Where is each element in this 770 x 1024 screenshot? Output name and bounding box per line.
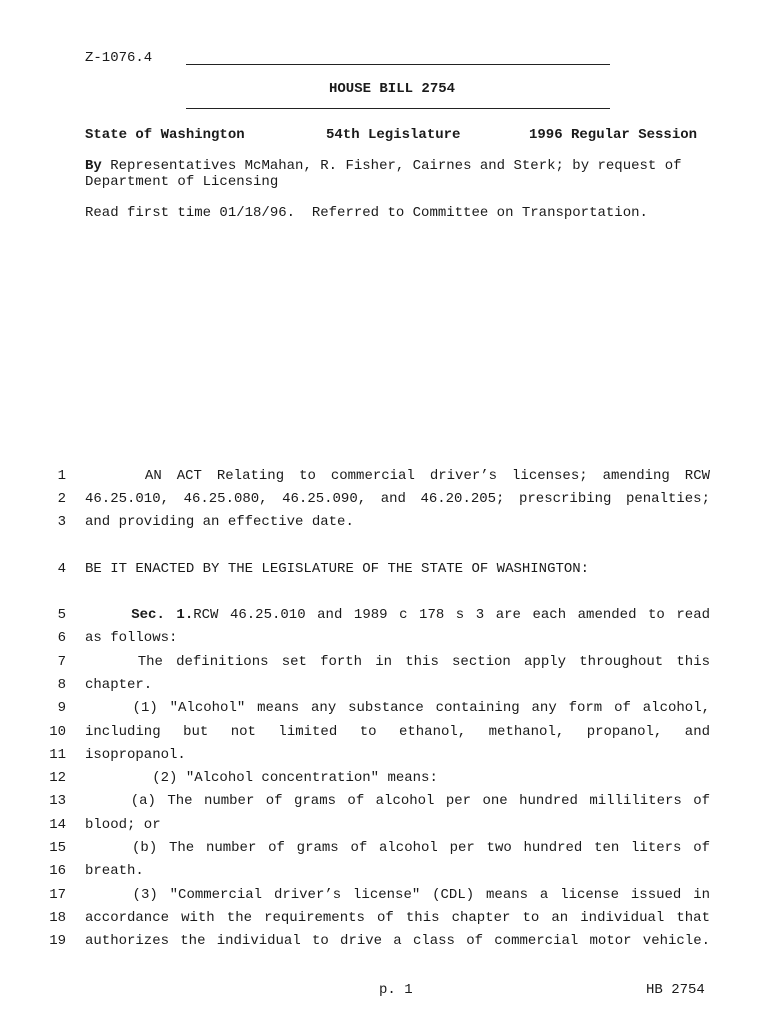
page-number: p. 1 [379,982,413,998]
line-number: 15 [49,840,66,856]
body-line: 46.25.010, 46.25.080, 46.25.090, and 46.20.205; prescribing penalties; [85,491,710,507]
body-line: breath. [85,863,144,879]
body-line: (1) "Alcohol" means any substance containing any form of alcohol, [132,700,710,716]
body-line: blood; or [85,817,161,833]
line-number: 2 [57,491,66,507]
line-number: 16 [49,863,66,879]
body-line: Sec. 1.RCW 46.25.010 and 1989 c 178 s 3 are each amended to read [131,607,710,623]
sponsors-line-2: Department of Licensing [85,174,279,190]
body-line: chapter. [85,677,153,693]
line-number: 14 [49,817,66,833]
line-number: 12 [49,770,66,786]
session-label: 1996 Regular Session [529,127,698,143]
body-line: (3) "Commercial driver’s license" (CDL) means a license issued in [132,887,710,903]
section-heading: Sec. 1. [131,607,194,623]
body-line: (a) The number of grams of alcohol per one hundred milliliters of [130,793,710,809]
line-number: 4 [57,561,66,577]
read-first-line: Read first time 01/18/96. Referred to Committee on Transportation. [85,205,648,221]
line-number: 8 [57,677,66,693]
line-number: 1 [57,468,66,484]
line-number: 9 [57,700,66,716]
title-rule [186,108,610,109]
sponsors-line-1 [85,158,682,174]
body-line: The definitions set forth in this section apply throughout this [137,654,710,670]
body-line: authorizes the individual to drive a class of commercial motor vehicle. [85,933,710,949]
body-line: (2) "Alcohol concentration" means: [118,770,438,786]
doc-code: Z-1076.4 [85,50,153,66]
state-label: State of Washington [85,127,245,143]
line-number: 5 [57,607,66,623]
line-number: 7 [57,654,66,670]
line-number: 11 [49,747,66,763]
by-label: By [85,158,102,174]
body-line: isopropanol. [85,747,186,763]
body-line: (b) The number of grams of alcohol per two hundred ten liters of [132,840,710,856]
legislature-label: 54th Legislature [326,127,461,143]
bill-title: HOUSE BILL 2754 [329,81,456,97]
line-number: 6 [57,630,66,646]
line-number: 17 [49,887,66,903]
sponsors-text: Representatives McMahan, R. Fisher, Cairnes and Sterk; by request of [110,158,682,174]
body-line: BE IT ENACTED BY THE LEGISLATURE OF THE STATE OF WASHINGTON: [85,561,590,577]
body-line: as follows: [85,630,178,646]
body-line: accordance with the requirements of this chapter to an individual that [85,910,710,926]
body-line: and providing an effective date. [85,514,354,530]
line-number: 3 [57,514,66,530]
line-number: 10 [49,724,66,740]
line-number: 19 [49,933,66,949]
top-rule [186,64,610,65]
body-line: AN ACT Relating to commercial driver’s licenses; amending RCW [144,468,711,484]
body-line: including but not limited to ethanol, methanol, propanol, and [85,724,710,740]
line-number: 18 [49,910,66,926]
footer-bill-ref: HB 2754 [646,982,705,998]
line-number: 13 [49,793,66,809]
